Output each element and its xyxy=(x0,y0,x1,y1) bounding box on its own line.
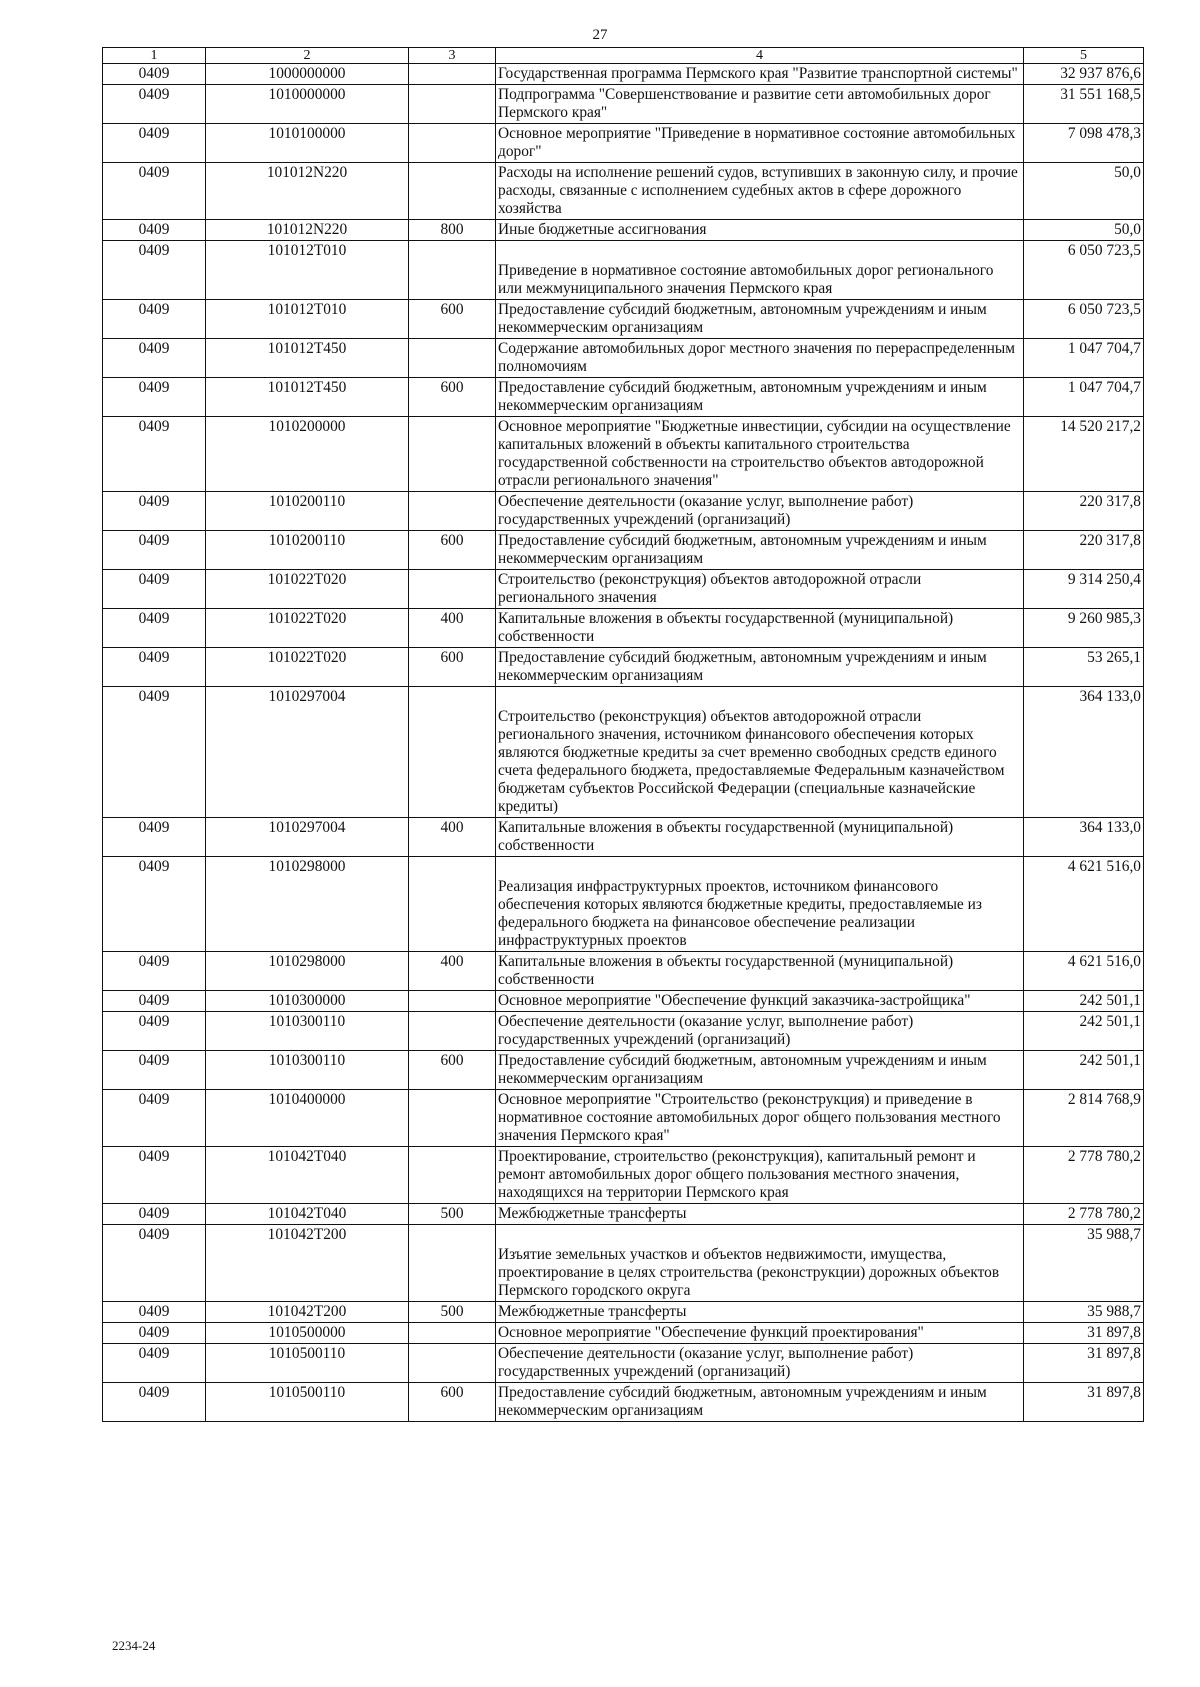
table-row xyxy=(103,300,1144,339)
section-code-cell: 0409 xyxy=(103,163,206,220)
table-row xyxy=(103,991,1144,1012)
expense-type-cell xyxy=(409,1090,496,1147)
expense-type-cell xyxy=(409,417,496,492)
table-row xyxy=(103,531,1144,570)
header-col-3: 3 xyxy=(409,48,496,64)
amount-cell: 242 501,1 xyxy=(1024,991,1144,1012)
expense-type-cell xyxy=(409,991,496,1012)
target-article-cell: 101022T020 xyxy=(206,609,409,648)
target-article-cell: 101012T450 xyxy=(206,339,409,378)
section-code-cell: 0409 xyxy=(103,300,206,339)
section-code-cell: 0409 xyxy=(103,1225,206,1302)
item-name-cell: Обеспечение деятельности (оказание услуг, выполнение работ) государственных учреждений (организаций) xyxy=(496,1344,1024,1383)
section-code-cell: 0409 xyxy=(103,687,206,818)
section-code-cell: 0409 xyxy=(103,857,206,952)
expense-type-cell xyxy=(409,1225,496,1302)
item-name-cell: Основное мероприятие "Строительство (реконструкция) и приведение в нормативное состояние автомобильных дорог общего пользования местного значения Пермского края" xyxy=(496,1090,1024,1147)
target-article-cell: 1010200000 xyxy=(206,417,409,492)
table-row xyxy=(103,492,1144,531)
header-col-4: 4 xyxy=(496,48,1024,64)
target-article-cell: 101012T010 xyxy=(206,241,409,300)
item-name-cell: Обеспечение деятельности (оказание услуг, выполнение работ) государственных учреждений (организаций) xyxy=(496,1012,1024,1051)
table-row xyxy=(103,1225,1144,1302)
item-name-cell: Предоставление субсидий бюджетным, автономным учреждениям и иным некоммерческим организациям xyxy=(496,300,1024,339)
table-row xyxy=(103,1204,1144,1225)
section-code-cell: 0409 xyxy=(103,609,206,648)
item-name-cell: Межбюджетные трансферты xyxy=(496,1204,1024,1225)
section-code-cell: 0409 xyxy=(103,570,206,609)
expense-type-cell: 500 xyxy=(409,1302,496,1323)
expense-type-cell xyxy=(409,124,496,163)
table-row xyxy=(103,220,1144,241)
table-row xyxy=(103,1147,1144,1204)
amount-cell: 2 778 780,2 xyxy=(1024,1147,1144,1204)
table-row xyxy=(103,1302,1144,1323)
target-article-cell: 1010500000 xyxy=(206,1323,409,1344)
table-row xyxy=(103,64,1144,85)
target-article-cell: 101042T040 xyxy=(206,1147,409,1204)
section-code-cell: 0409 xyxy=(103,124,206,163)
expense-type-cell: 400 xyxy=(409,952,496,991)
item-name-cell: Содержание автомобильных дорог местного значения по перераспределенным полномочиям xyxy=(496,339,1024,378)
item-name-cell: Строительство (реконструкция) объектов автодорожной отрасли регионального значения xyxy=(496,570,1024,609)
table-row xyxy=(103,857,1144,952)
section-code-cell: 0409 xyxy=(103,1012,206,1051)
target-article-cell: 101012N220 xyxy=(206,163,409,220)
target-article-cell: 1010300000 xyxy=(206,991,409,1012)
table-row xyxy=(103,1090,1144,1147)
item-name-cell: Расходы на исполнение решений судов, вступивших в законную силу, и прочие расходы, связанные с исполнением судебных актов в сфере дорожного хозяйства xyxy=(496,163,1024,220)
amount-cell: 4 621 516,0 xyxy=(1024,952,1144,991)
header-col-1: 1 xyxy=(103,48,206,64)
expense-type-cell xyxy=(409,339,496,378)
table-row xyxy=(103,417,1144,492)
amount-cell: 50,0 xyxy=(1024,220,1144,241)
amount-cell: 53 265,1 xyxy=(1024,648,1144,687)
section-code-cell: 0409 xyxy=(103,1051,206,1090)
table-row xyxy=(103,1383,1144,1422)
section-code-cell: 0409 xyxy=(103,220,206,241)
table-row xyxy=(103,818,1144,857)
expense-type-cell xyxy=(409,1012,496,1051)
expense-type-cell: 600 xyxy=(409,531,496,570)
table-row xyxy=(103,648,1144,687)
amount-cell: 7 098 478,3 xyxy=(1024,124,1144,163)
amount-cell: 31 897,8 xyxy=(1024,1383,1144,1422)
expense-type-cell: 800 xyxy=(409,220,496,241)
header-col-2: 2 xyxy=(206,48,409,64)
amount-cell: 50,0 xyxy=(1024,163,1144,220)
item-name-cell: Государственная программа Пермского края "Развитие транспортной системы" xyxy=(496,64,1024,85)
target-article-cell: 1010400000 xyxy=(206,1090,409,1147)
section-code-cell: 0409 xyxy=(103,1383,206,1422)
amount-cell: 31 897,8 xyxy=(1024,1344,1144,1383)
section-code-cell: 0409 xyxy=(103,417,206,492)
expense-type-cell xyxy=(409,85,496,124)
table-row xyxy=(103,1051,1144,1090)
target-article-cell: 1010500110 xyxy=(206,1383,409,1422)
item-name-cell: Проектирование, строительство (реконструкция), капитальный ремонт и ремонт автомобильных дорог общего пользования местного значения, находящихся на территории Пермского края xyxy=(496,1147,1024,1204)
item-name-cell: Основное мероприятие "Приведение в нормативное состояние автомобильных дорог" xyxy=(496,124,1024,163)
expense-type-cell xyxy=(409,1323,496,1344)
item-name-cell: Подпрограмма "Совершенствование и развитие сети автомобильных дорог Пермского края" xyxy=(496,85,1024,124)
target-article-cell: 1010200110 xyxy=(206,492,409,531)
table-row xyxy=(103,85,1144,124)
expense-type-cell: 600 xyxy=(409,1051,496,1090)
table-row xyxy=(103,952,1144,991)
target-article-cell: 101042T200 xyxy=(206,1302,409,1323)
amount-cell: 35 988,7 xyxy=(1024,1302,1144,1323)
amount-cell: 242 501,1 xyxy=(1024,1051,1144,1090)
item-name-cell: Предоставление субсидий бюджетным, автономным учреждениям и иным некоммерческим организациям xyxy=(496,531,1024,570)
expense-type-cell: 400 xyxy=(409,818,496,857)
item-name-cell: Изъятие земельных участков и объектов недвижимости, имущества, проектирование в целях строительства (реконструкции) дорожных объектов Пермского городского округа xyxy=(496,1225,1024,1302)
expense-type-cell: 600 xyxy=(409,648,496,687)
section-code-cell: 0409 xyxy=(103,241,206,300)
item-name-cell: Основное мероприятие "Бюджетные инвестиции, субсидии на осуществление капитальных вложений в объекты капитального строительства государственной собственности на строительство объектов автодорожной отрасли регионального значения" xyxy=(496,417,1024,492)
amount-cell: 220 317,8 xyxy=(1024,531,1144,570)
amount-cell: 32 937 876,6 xyxy=(1024,64,1144,85)
table-row xyxy=(103,687,1144,818)
item-name-cell: Обеспечение деятельности (оказание услуг, выполнение работ) государственных учреждений (организаций) xyxy=(496,492,1024,531)
item-name-cell: Предоставление субсидий бюджетным, автономным учреждениям и иным некоммерческим организациям xyxy=(496,648,1024,687)
target-article-cell: 1010298000 xyxy=(206,952,409,991)
target-article-cell: 1000000000 xyxy=(206,64,409,85)
amount-cell: 4 621 516,0 xyxy=(1024,857,1144,952)
amount-cell: 9 260 985,3 xyxy=(1024,609,1144,648)
amount-cell: 14 520 217,2 xyxy=(1024,417,1144,492)
table-row xyxy=(103,339,1144,378)
target-article-cell: 101022T020 xyxy=(206,570,409,609)
expense-type-cell xyxy=(409,857,496,952)
target-article-cell: 1010298000 xyxy=(206,857,409,952)
target-article-cell: 1010300110 xyxy=(206,1051,409,1090)
expense-type-cell xyxy=(409,1344,496,1383)
table-row xyxy=(103,378,1144,417)
item-name-cell: Предоставление субсидий бюджетным, автономным учреждениям и иным некоммерческим организациям xyxy=(496,378,1024,417)
section-code-cell: 0409 xyxy=(103,378,206,417)
section-code-cell: 0409 xyxy=(103,85,206,124)
item-name-cell: Предоставление субсидий бюджетным, автономным учреждениям и иным некоммерческим организациям xyxy=(496,1051,1024,1090)
amount-cell: 242 501,1 xyxy=(1024,1012,1144,1051)
table-row xyxy=(103,1323,1144,1344)
expense-type-cell xyxy=(409,492,496,531)
target-article-cell: 101042T040 xyxy=(206,1204,409,1225)
header-col-5: 5 xyxy=(1024,48,1144,64)
item-name-cell: Иные бюджетные ассигнования xyxy=(496,220,1024,241)
amount-cell: 220 317,8 xyxy=(1024,492,1144,531)
table-row xyxy=(103,1012,1144,1051)
expense-type-cell xyxy=(409,570,496,609)
amount-cell: 31 897,8 xyxy=(1024,1323,1144,1344)
expense-type-cell: 600 xyxy=(409,378,496,417)
target-article-cell: 101022T020 xyxy=(206,648,409,687)
section-code-cell: 0409 xyxy=(103,1302,206,1323)
target-article-cell: 1010297004 xyxy=(206,687,409,818)
table-row xyxy=(103,241,1144,300)
expense-type-cell xyxy=(409,1147,496,1204)
target-article-cell: 1010300110 xyxy=(206,1012,409,1051)
item-name-cell: Предоставление субсидий бюджетным, автономным учреждениям и иным некоммерческим организациям xyxy=(496,1383,1024,1422)
amount-cell: 2 814 768,9 xyxy=(1024,1090,1144,1147)
section-code-cell: 0409 xyxy=(103,991,206,1012)
item-name-cell: Капитальные вложения в объекты государственной (муниципальной) собственности xyxy=(496,818,1024,857)
expense-type-cell xyxy=(409,64,496,85)
header-row xyxy=(103,48,1144,64)
table-row xyxy=(103,1344,1144,1383)
item-name-cell: Реализация инфраструктурных проектов, источником финансового обеспечения которых являются бюджетные кредиты, предоставляемые из федерального бюджета на финансовое обеспечение реализации инфраструктурных проектов xyxy=(496,857,1024,952)
section-code-cell: 0409 xyxy=(103,1204,206,1225)
target-article-cell: 101012T450 xyxy=(206,378,409,417)
amount-cell: 1 047 704,7 xyxy=(1024,378,1144,417)
section-code-cell: 0409 xyxy=(103,492,206,531)
expense-type-cell xyxy=(409,687,496,818)
section-code-cell: 0409 xyxy=(103,648,206,687)
expense-type-cell: 400 xyxy=(409,609,496,648)
table-row xyxy=(103,163,1144,220)
amount-cell: 9 314 250,4 xyxy=(1024,570,1144,609)
table-row xyxy=(103,609,1144,648)
page-number: 27 xyxy=(592,27,608,43)
amount-cell: 6 050 723,5 xyxy=(1024,241,1144,300)
item-name-cell: Приведение в нормативное состояние автомобильных дорог регионального или межмуниципального значения Пермского края xyxy=(496,241,1024,300)
budget-table xyxy=(102,47,1144,1422)
item-name-cell: Межбюджетные трансферты xyxy=(496,1302,1024,1323)
section-code-cell: 0409 xyxy=(103,64,206,85)
amount-cell: 35 988,7 xyxy=(1024,1225,1144,1302)
target-article-cell: 1010100000 xyxy=(206,124,409,163)
target-article-cell: 1010297004 xyxy=(206,818,409,857)
section-code-cell: 0409 xyxy=(103,1323,206,1344)
section-code-cell: 0409 xyxy=(103,952,206,991)
document-code: 2234-24 xyxy=(112,1638,156,1653)
expense-type-cell: 600 xyxy=(409,1383,496,1422)
amount-cell: 31 551 168,5 xyxy=(1024,85,1144,124)
section-code-cell: 0409 xyxy=(103,818,206,857)
target-article-cell: 1010000000 xyxy=(206,85,409,124)
expense-type-cell: 600 xyxy=(409,300,496,339)
expense-type-cell xyxy=(409,241,496,300)
item-name-cell: Основное мероприятие "Обеспечение функций проектирования" xyxy=(496,1323,1024,1344)
target-article-cell: 1010500110 xyxy=(206,1344,409,1383)
item-name-cell: Капитальные вложения в объекты государственной (муниципальной) собственности xyxy=(496,609,1024,648)
item-name-cell: Капитальные вложения в объекты государственной (муниципальной) собственности xyxy=(496,952,1024,991)
expense-type-cell xyxy=(409,163,496,220)
section-code-cell: 0409 xyxy=(103,531,206,570)
amount-cell: 364 133,0 xyxy=(1024,687,1144,818)
target-article-cell: 101042T200 xyxy=(206,1225,409,1302)
table-row xyxy=(103,570,1144,609)
table-row xyxy=(103,124,1144,163)
target-article-cell: 101012N220 xyxy=(206,220,409,241)
section-code-cell: 0409 xyxy=(103,339,206,378)
section-code-cell: 0409 xyxy=(103,1147,206,1204)
amount-cell: 6 050 723,5 xyxy=(1024,300,1144,339)
item-name-cell: Строительство (реконструкция) объектов автодорожной отрасли регионального значения, источником финансового обеспечения которых являются бюджетные кредиты за счет временно свободных средств единого счета федерального бюджета, предоставляемые Федеральным казначейством бюджетам субъектов Российской Федерации (специальные казначейские кредиты) xyxy=(496,687,1024,818)
expense-type-cell: 500 xyxy=(409,1204,496,1225)
target-article-cell: 101012T010 xyxy=(206,300,409,339)
item-name-cell: Основное мероприятие "Обеспечение функций заказчика-застройщика" xyxy=(496,991,1024,1012)
amount-cell: 364 133,0 xyxy=(1024,818,1144,857)
section-code-cell: 0409 xyxy=(103,1090,206,1147)
amount-cell: 1 047 704,7 xyxy=(1024,339,1144,378)
target-article-cell: 1010200110 xyxy=(206,531,409,570)
amount-cell: 2 778 780,2 xyxy=(1024,1204,1144,1225)
section-code-cell: 0409 xyxy=(103,1344,206,1383)
